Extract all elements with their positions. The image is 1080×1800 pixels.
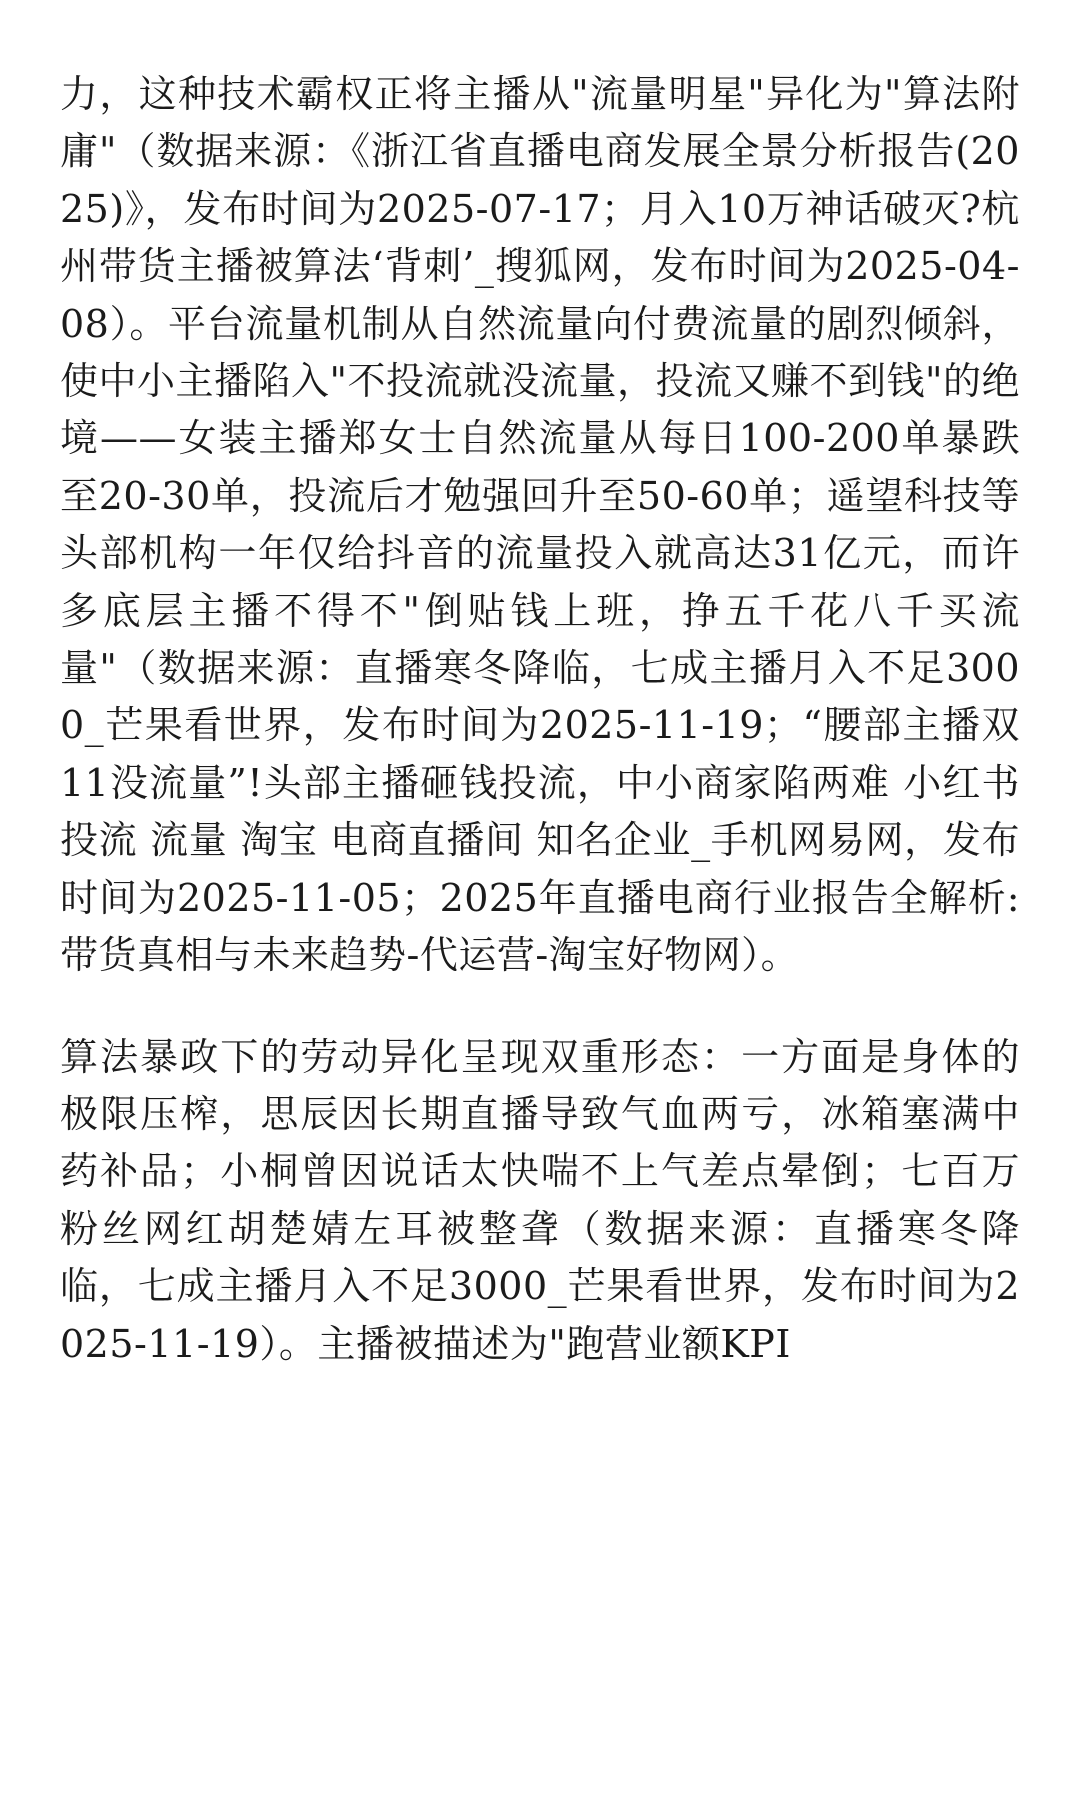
article-body (60, 66, 1020, 1373)
paragraph-1: 力，这种技术霸权正将主播从"流量明星"异化为"算法附庸"（数据来源：《浙江省直播电商发展全景分析报告(2025)》，发布时间为2025-07-17；月入10万神话破灭?杭州带货主播被算法‘背刺’_搜狐网，发布时间为2025-04-08）。平台流量机制从自然流量向付费流量的剧烈倾斜，使中小主播陷入"不投流就没流量，投流又赚不到钱"的绝境——女装主播郑女士自然流量从每日100-200单暴跌至20-30单，投流后才勉强回升至50-60单；遥望科技等头部机构一年仅给抖音的流量投入就高达31亿元，而许多底层主播不得不"倒贴钱上班，挣五千花八千买流量"（数据来源：直播寒冬降临，七成主播月入不足3000_芒果看世界，发布时间为2025-11-19；“腰部主播双11没流量”!头部主播砸钱投流，中小商家陷两难 小红书 投流 流量 淘宝 电商直播间 知名企业_手机网易网，发布时间为2025-11-05；2025年直播电商行业报告全解析:带货真相与未来趋势-代运营-淘宝好物网）。 (60, 72, 1020, 978)
paragraph-2: 算法暴政下的劳动异化呈现双重形态：一方面是身体的极限压榨，思辰因长期直播导致气血两亏，冰箱塞满中药补品；小桐曾因说话太快喘不上气差点晕倒；七百万粉丝网红胡楚婧左耳被整聋（数据来源：直播寒冬降临，七成主播月入不足3000_芒果看世界，发布时间为2025-11-19）。主播被描述为"跑营业额KPI (60, 1034, 1020, 1366)
